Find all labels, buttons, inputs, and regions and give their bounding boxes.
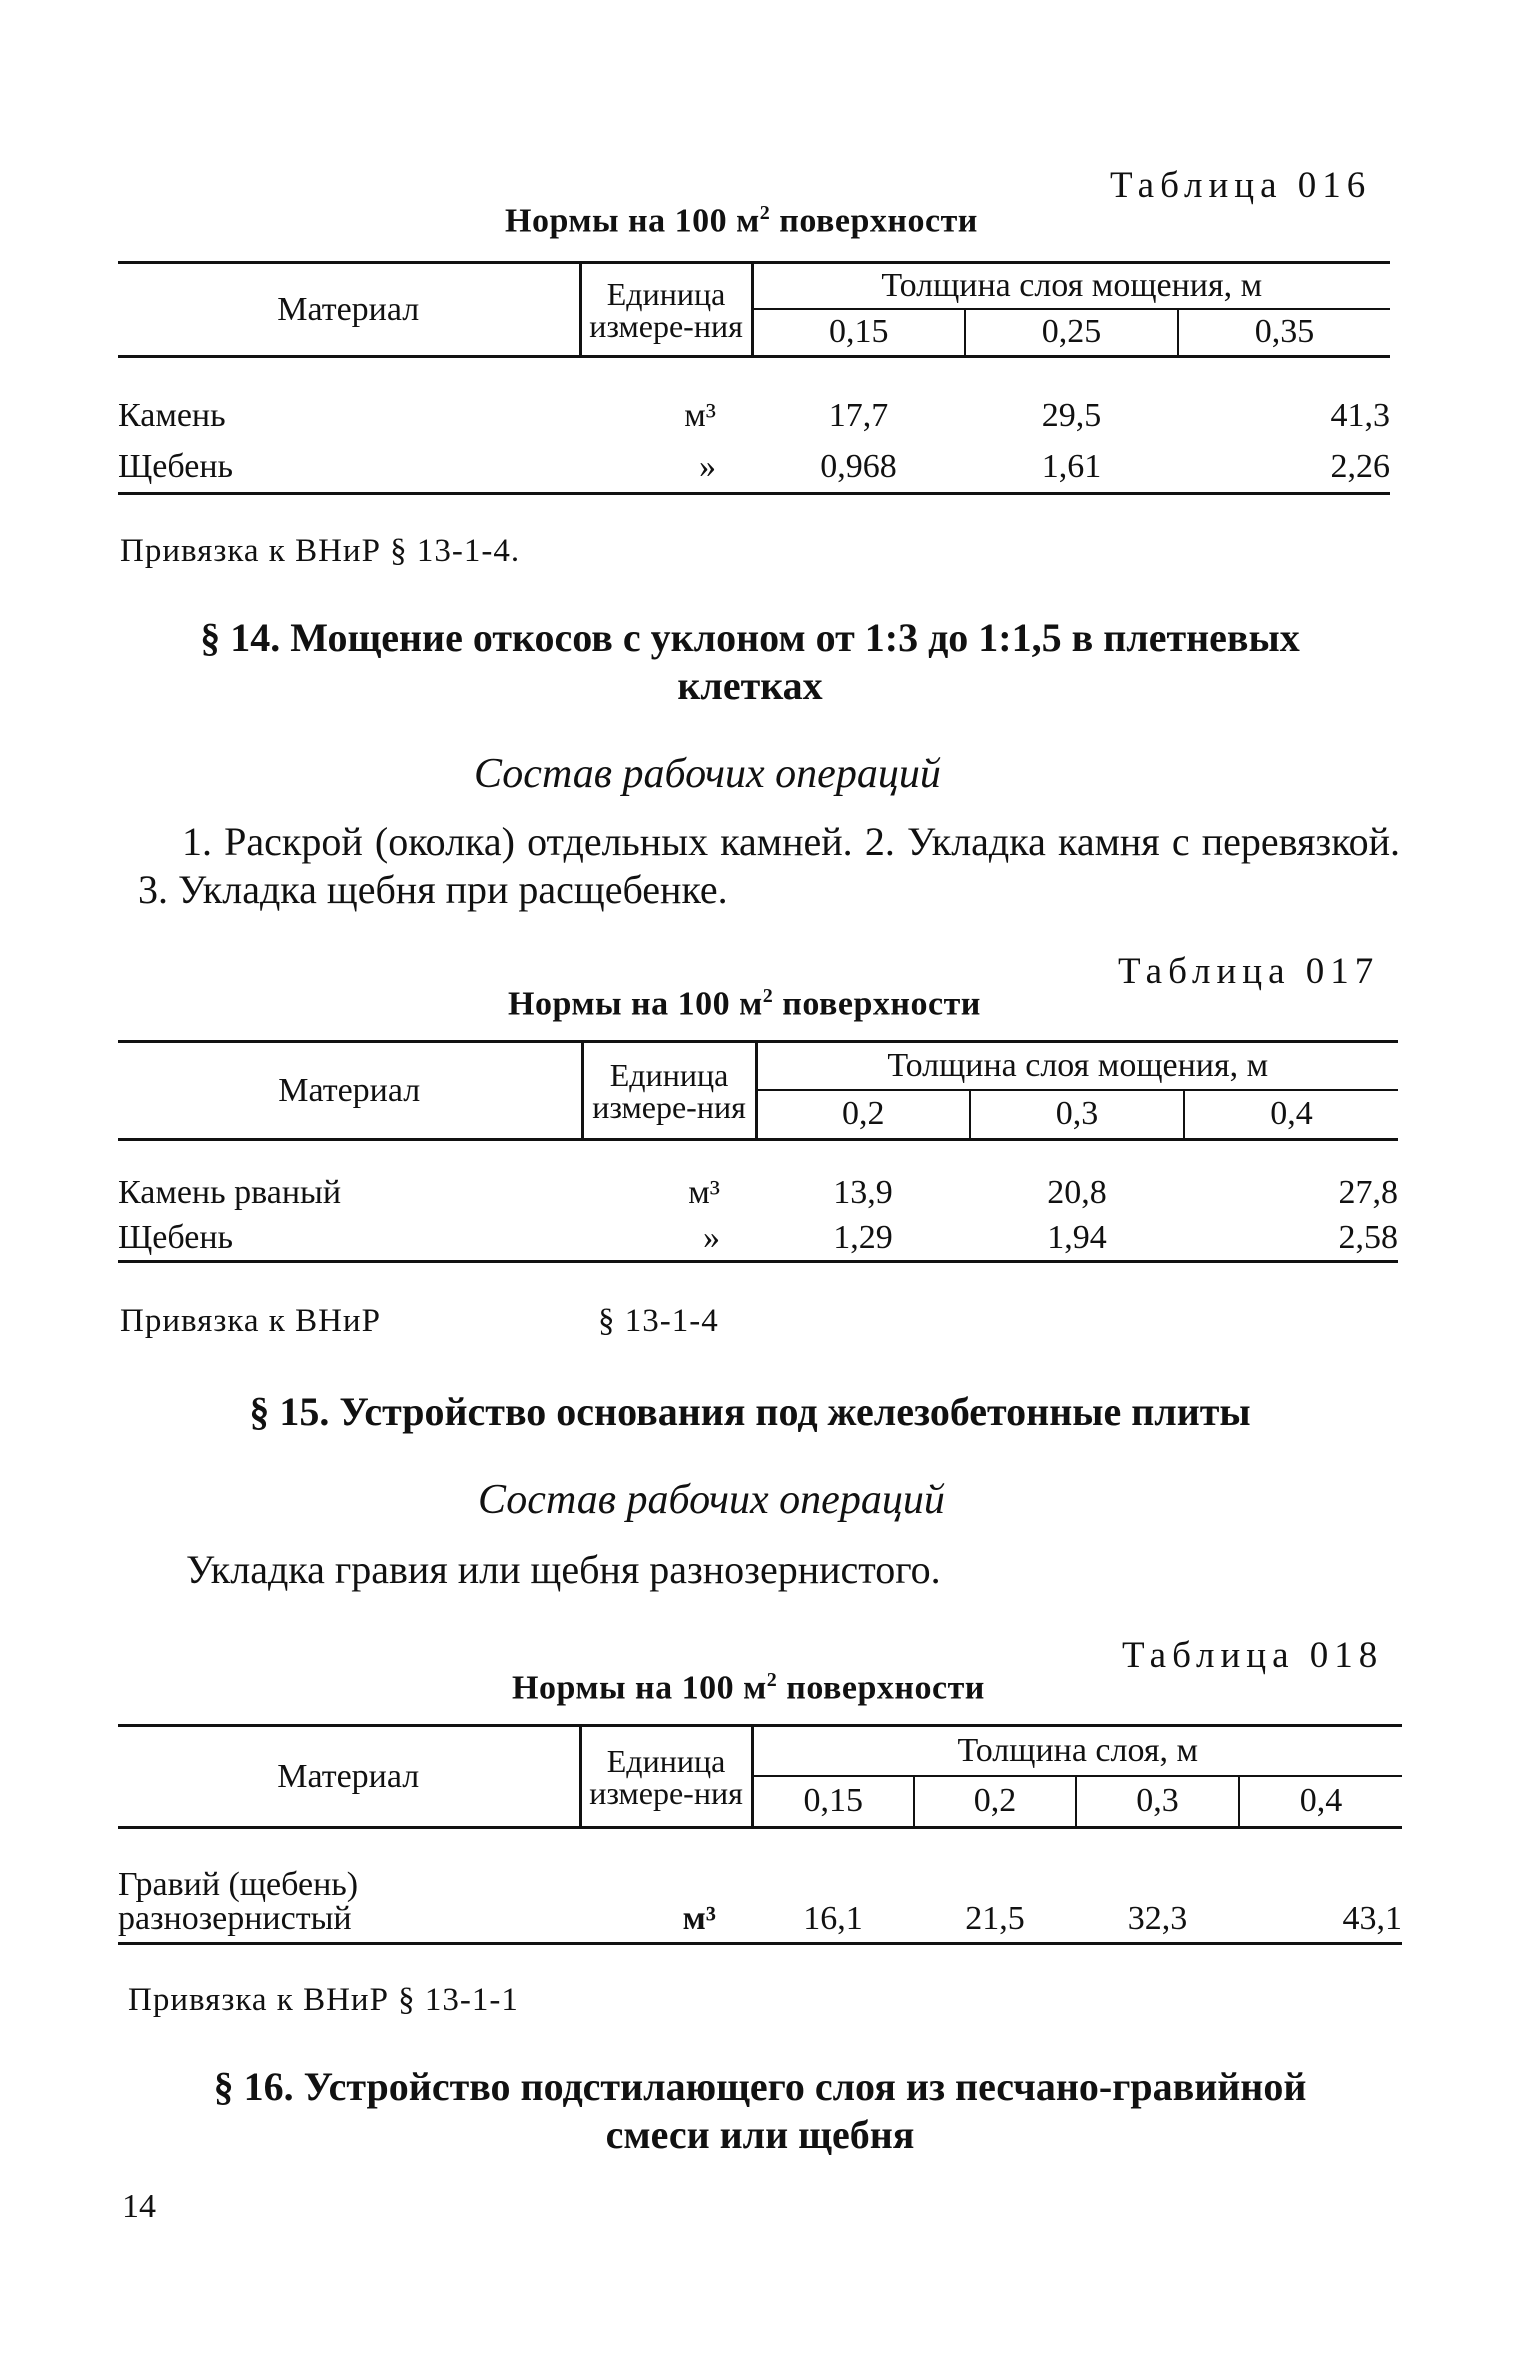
header-col: 0,25: [965, 309, 1178, 357]
cell-value: 13,9: [833, 1173, 893, 1211]
cell-value: 1,29: [756, 1216, 970, 1262]
table-row: [118, 1852, 1402, 1944]
header-thickness: Толщина слоя, м: [752, 1726, 1402, 1776]
table-caption: [512, 1669, 985, 1707]
page-number: 14: [122, 2188, 156, 2225]
table-row: [118, 390, 1390, 442]
section-body: Укладка гравия или щебня разнозернистого.: [186, 1547, 941, 1592]
table-caption: [508, 985, 981, 1023]
norms-table-016: [118, 261, 1390, 495]
table-row: [118, 1170, 1398, 1216]
caption-superscript: 2: [762, 985, 774, 1007]
cell-material: Щебень: [118, 442, 580, 494]
table-row: [118, 1216, 1398, 1262]
header-col: 0,15: [752, 309, 965, 357]
cell-unit: »: [582, 1216, 756, 1262]
header-unit: Единица измере-ния: [580, 263, 752, 357]
section-title-15: [100, 1388, 1400, 1436]
cell-unit: »: [580, 442, 752, 494]
section-title-line: смеси или щебня: [605, 2112, 915, 2157]
cell-material: Щебень: [118, 1216, 582, 1262]
section-title-14: [100, 614, 1400, 710]
cell-material: Камень рваный: [118, 1173, 342, 1211]
header-unit: Единица измере-ния: [580, 1726, 752, 1828]
table-caption: [505, 202, 978, 240]
cell-value: 29,5: [1041, 396, 1102, 434]
header-unit: Единица измере-ния: [582, 1042, 756, 1140]
section-subhead: Состав рабочих операций: [474, 751, 941, 797]
cell-unit: м³: [684, 396, 716, 434]
header-thickness: Толщина слоя мощения, м: [756, 1042, 1398, 1090]
caption-text: Нормы на 100 м: [505, 202, 760, 240]
section-body: 1. Раскрой (околка) отдельных камней. 2. Укладка камня с перевязкой. 3. Укладка щебня при расщебенке.: [138, 819, 1400, 912]
cell-value: 41,3: [1330, 396, 1391, 434]
cell-value: 43,1: [1239, 1852, 1402, 1944]
header-col: 0,3: [1076, 1776, 1239, 1828]
section-title-line: клетках: [677, 663, 823, 708]
section-title-line: § 14. Мощение откосов с уклоном от 1:3 до 1:1,5 в плетневых: [200, 615, 1300, 660]
table-reference-section: § 13-1-4: [598, 1303, 719, 1339]
table-reference: Привязка к ВНиР § 13-1-1: [128, 1982, 519, 2018]
cell-value: 16,1: [752, 1852, 914, 1944]
cell-material-line: Гравий (щебень): [118, 1866, 359, 1903]
cell-value: 2,58: [1184, 1216, 1398, 1262]
table-row: [118, 442, 1390, 494]
cell-value: 1,61: [965, 442, 1178, 494]
header-col: 0,3: [970, 1090, 1184, 1140]
header-col: 0,15: [752, 1776, 914, 1828]
norms-table-017: [118, 1040, 1398, 1263]
header-col: 0,35: [1178, 309, 1390, 357]
cell-value: 2,26: [1178, 442, 1390, 494]
cell-value: 21,5: [914, 1852, 1076, 1944]
table-reference: Привязка к ВНиР § 13-1-4.: [120, 533, 521, 569]
caption-text-suffix: поверхности: [770, 202, 978, 240]
cell-material: [118, 1852, 580, 1944]
section-subhead: Состав рабочих операций: [478, 1477, 945, 1523]
caption-text: Нормы на 100 м: [508, 985, 763, 1023]
section-title-line: § 15. Устройство основания под железобетонные плиты: [249, 1389, 1251, 1434]
header-col: 0,2: [914, 1776, 1076, 1828]
cell-material: Камень: [118, 396, 226, 434]
cell-value: 27,8: [1338, 1173, 1399, 1211]
caption-text-suffix: поверхности: [777, 1669, 985, 1707]
table-label: Таблица 018: [1122, 1635, 1384, 1676]
header-col: 0,4: [1239, 1776, 1402, 1828]
cell-value: 1,94: [970, 1216, 1184, 1262]
table-reference: Привязка к ВНиР: [120, 1303, 381, 1339]
header-col: 0,2: [756, 1090, 970, 1140]
header-material: Материал: [118, 1726, 580, 1828]
cell-value: 20,8: [1047, 1173, 1107, 1211]
section-title-line: § 16. Устройство подстилающего слоя из песчано-гравийной: [213, 2064, 1307, 2109]
cell-material-line: разнозернистый: [118, 1900, 352, 1937]
header-col: 0,4: [1184, 1090, 1398, 1140]
caption-superscript: 2: [766, 1669, 778, 1691]
norms-table-018: [118, 1724, 1402, 1945]
table-label: Таблица 017: [1118, 951, 1380, 992]
table-label: Таблица 016: [1110, 165, 1372, 206]
header-material: Материал: [118, 1042, 582, 1140]
cell-unit: м³: [580, 1852, 752, 1944]
header-thickness: Толщина слоя мощения, м: [752, 263, 1390, 309]
cell-unit: м³: [688, 1173, 720, 1211]
header-material: Материал: [118, 263, 580, 357]
cell-value: 17,7: [828, 396, 889, 434]
caption-superscript: 2: [759, 202, 771, 224]
section-title-16: [110, 2063, 1410, 2159]
cell-value: 0,968: [752, 442, 965, 494]
caption-text-suffix: поверхности: [773, 985, 981, 1023]
cell-value: 32,3: [1076, 1852, 1239, 1944]
caption-text: Нормы на 100 м: [512, 1669, 767, 1707]
